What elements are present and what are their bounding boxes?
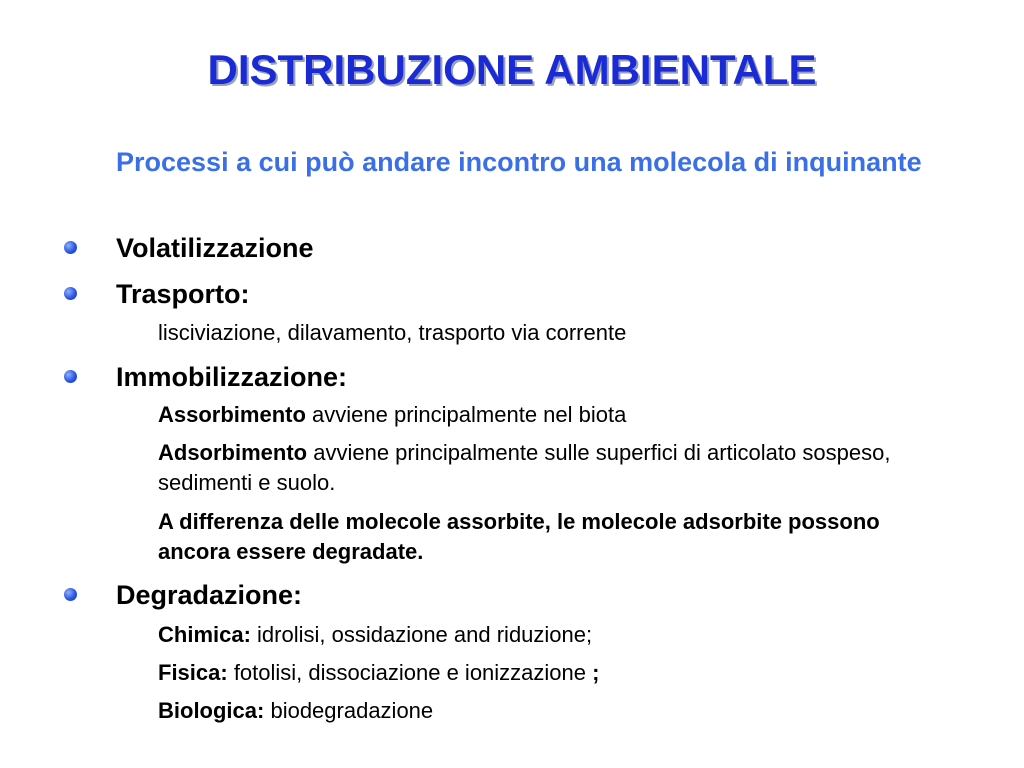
bullet-dot-icon (64, 241, 77, 254)
difference-note-text: A differenza delle molecole assorbite, le molecole adsorbite possono ancora essere degradate. (158, 509, 880, 564)
adsorbimento-detail (158, 438, 898, 498)
item-immobilizzazione: Immobilizzazione: (116, 362, 348, 392)
slide-title: DISTRIBUZIONE AMBIENTALE (207, 46, 817, 93)
assorbimento-term: Assorbimento (158, 402, 306, 427)
bullet-dot-icon (64, 370, 77, 383)
biologica-term: Biologica: (158, 698, 265, 723)
chimica-detail (158, 620, 898, 650)
item-volatilizzazione: Volatilizzazione (116, 233, 314, 263)
biologica-detail (158, 696, 898, 726)
bullet-dot-icon (64, 287, 77, 300)
intro-text: Processi a cui può andare incontro una molecola di inquinante (116, 147, 922, 177)
adsorbimento-term: Adsorbimento (158, 440, 308, 465)
assorbimento-text: avviene principalmente nel biota (305, 402, 627, 427)
item-degradazione: Degradazione: (116, 580, 303, 610)
chimica-term: Chimica: (158, 622, 251, 647)
trasporto-detail: lisciviazione, dilavamento, trasporto via corrente (158, 320, 627, 345)
bullet-dot-icon (64, 588, 77, 601)
fisica-text: fotolisi, dissociazione e ionizzazione (227, 660, 593, 685)
difference-note (158, 507, 898, 567)
fisica-detail (158, 658, 898, 688)
item-trasporto: Trasporto: (116, 279, 250, 309)
adsorbimento-text: avviene principalmente sulle superfici di articolato sospeso, sedimenti e suolo. (158, 440, 891, 495)
fisica-suffix: ; (592, 660, 600, 685)
chimica-text: idrolisi, ossidazione and riduzione; (250, 622, 593, 647)
fisica-term: Fisica: (158, 660, 228, 685)
biologica-text: biodegradazione (264, 698, 434, 723)
assorbimento-detail (158, 400, 898, 430)
